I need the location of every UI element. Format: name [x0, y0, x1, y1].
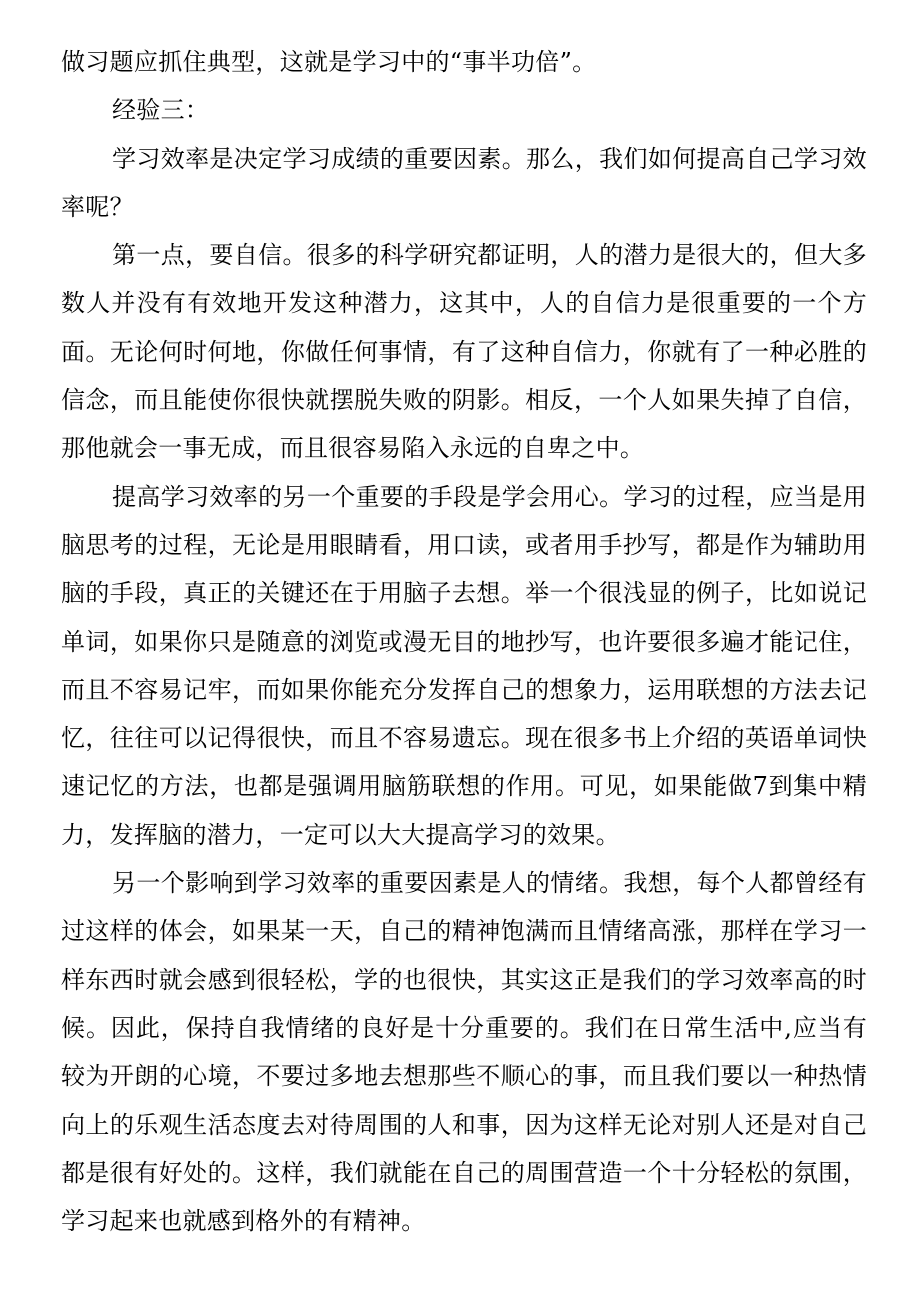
document-body	[61, 38, 867, 1245]
paragraph-continuation: 做习题应抓住典型，这就是学习中的“事半功倍”。	[61, 48, 597, 76]
paragraph-emotion: 另一个影响到学习效率的重要因素是人的情绪。我想，每个人都曾经有过这样的体会，如果某一天，自己的精神饱满而且情绪高涨，那样在学习一样东西时就会感到很轻松，学的也很快，其实这正是我们的学习效率高的时候。因此，保持自我情绪的良好是十分重要的。我们在日常生活中,应当有较为开朗的心境，不要过多地去想那些不顺心的事，而且我们要以一种热情向上的乐观生活态度去对待周围的人和事，因为这样无论对别人还是对自己都是很有好处的。这样，我们就能在自己的周围营造一个十分轻松的氛围，学习起来也就感到格外的有精神。	[61, 869, 867, 1236]
paragraph-confidence: 第一点，要自信。很多的科学研究都证明，人的潜力是很大的，但大多数人并没有有效地开发这种潜力，这其中，人的自信力是很重要的一个方面。无论何时何地，你做任何事情，有了这种自信力，你就有了一种必胜的信念，而且能使你很快就摆脱失败的阴影。相反，一个人如果失掉了自信，那他就会一事无成，而且很容易陷入永远的自卑之中。	[61, 241, 867, 463]
paragraph-use-mind: 提高学习效率的另一个重要的手段是学会用心。学习的过程，应当是用脑思考的过程，无论是用眼睛看，用口读，或者用手抄写，都是作为辅助用脑的手段，真正的关键还在于用脑子去想。举一个很浅显的例子，比如说记单词，如果你只是随意的浏览或漫无目的地抄写，也许要很多遍才能记住，而且不容易记牢，而如果你能充分发挥自己的想象力，运用联想的方法去记忆，往往可以记得很快，而且不容易遗忘。现在很多书上介绍的英语单词快速记忆的方法，也都是强调用脑筋联想的作用。可见，如果能做7到集中精力，发挥脑的潜力，一定可以大大提高学习的效果。	[61, 482, 867, 849]
section-heading-experience-three: 经验三：	[112, 96, 210, 125]
paragraph-intro-question: 学习效率是决定学习成绩的重要因素。那么，我们如何提高自己学习效率呢？	[61, 144, 867, 221]
